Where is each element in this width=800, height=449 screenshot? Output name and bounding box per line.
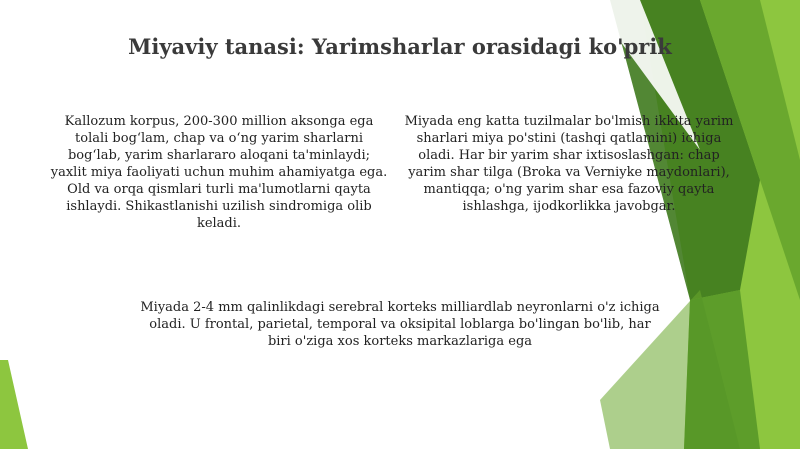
left-green-sliver [0,360,28,449]
left-paragraph: Kallozum korpus, 200-300 million aksonga ega tolali bog‘lam, chap va o‘ng yarim sharlarni bog‘lab, yarim sharlararo aloqani ta'minlaydi; yaxlit miya faoliyati uchun muhim ahamiyatga ega. Old va orqa qismlari turli ma'lumotlarni qayta ishlaydi. Shikastlanishi uzilish sindromiga olib keladi. [50,114,388,231]
right-paragraph: Miyada eng katta tuzilmalar bo'lmish ikkita yarim sharlari miya po'stini (tashqi qatlamini) ichiga oladi. Har bir yarim shar ixtisoslashgan: chap yarim shar tilga (Broka va Verniyke maydonlari), mantiqqa; o'ng yarim shar esa fazoviy qayta ishlashga, ijodkorlikka javobgar. [404,114,734,214]
bottom-paragraph: Miyada 2-4 mm qalinlikdagi serebral korteks milliardlab neyronlarni o'z ichiga oladi. U frontal, parietal, temporal va oksipital loblarga bo'lingan bo'lib, har biri o'ziga xos korteks markazlariga ega [140,300,660,349]
slide-title: Miyaviy tanasi: Yarimsharlar orasidagi ko'prik [128,34,672,59]
